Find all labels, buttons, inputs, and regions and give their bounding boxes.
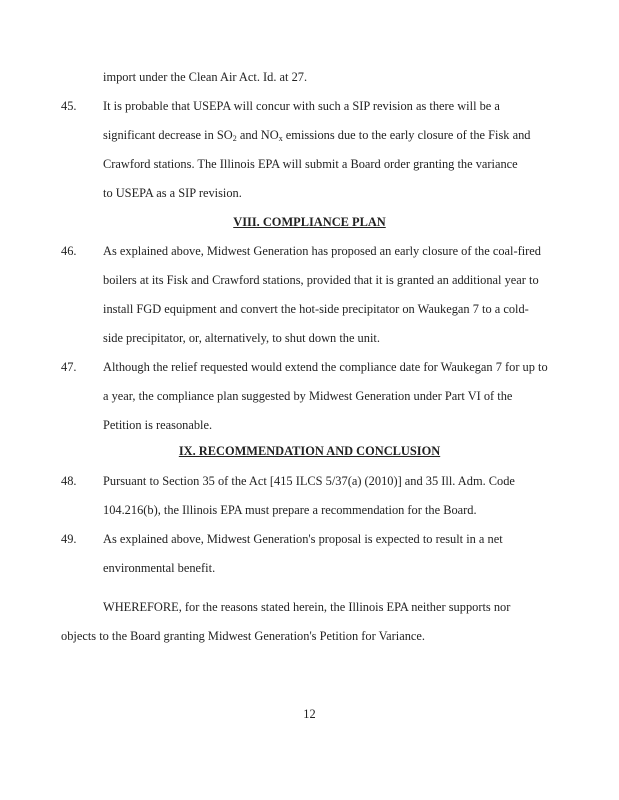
para-46-line: install FGD equipment and convert the hot-side precipitator on Waukegan 7 to a cold- bbox=[103, 302, 529, 316]
para-45-line: to USEPA as a SIP revision. bbox=[103, 186, 242, 200]
page-number: 12 bbox=[303, 707, 316, 721]
para-49-number: 49. bbox=[61, 532, 77, 546]
para-48-line: Pursuant to Section 35 of the Act [415 ILCS 5/37(a) (2010)] and 35 Ill. Adm. Code bbox=[103, 474, 515, 488]
para-47-number: 47. bbox=[61, 360, 77, 374]
para-46-line: As explained above, Midwest Generation has proposed an early closure of the coal-fired bbox=[103, 244, 541, 258]
wherefore-line: WHEREFORE, for the reasons stated herein, the Illinois EPA neither supports nor bbox=[103, 600, 511, 614]
para-45-line: It is probable that USEPA will concur with such a SIP revision as there will be a bbox=[103, 99, 500, 113]
para-45-line: Crawford stations. The Illinois EPA will submit a Board order granting the variance bbox=[103, 157, 518, 171]
section-heading-recommendation: IX. RECOMMENDATION AND CONCLUSION bbox=[178, 444, 441, 458]
para-48-line: 104.216(b), the Illinois EPA must prepare a recommendation for the Board. bbox=[103, 503, 477, 517]
continuation-line: import under the Clean Air Act. Id. at 27. bbox=[103, 70, 308, 84]
para-49-line: As explained above, Midwest Generation's proposal is expected to result in a net bbox=[103, 532, 503, 546]
para-46-line: side precipitator, or, alternatively, to shut down the unit. bbox=[103, 331, 380, 345]
section-heading-compliance-plan: VIII. COMPLIANCE PLAN bbox=[233, 215, 386, 229]
para-45-number: 45. bbox=[61, 99, 77, 113]
para-47-line: a year, the compliance plan suggested by Midwest Generation under Part VI of the bbox=[103, 389, 513, 403]
para-48-number: 48. bbox=[61, 474, 77, 488]
para-49-line: environmental benefit. bbox=[103, 561, 216, 575]
para-47-line: Although the relief requested would extend the compliance date for Waukegan 7 for up to bbox=[103, 360, 548, 374]
para-45-line: significant decrease in $SO_2$ and $NO_x$ emissions due to the early closure of the Fisk and bbox=[103, 128, 531, 143]
wherefore-line: objects to the Board granting Midwest Generation's Petition for Variance. bbox=[61, 629, 425, 643]
para-46-number: 46. bbox=[61, 244, 77, 258]
para-47-line: Petition is reasonable. bbox=[103, 418, 213, 432]
para-46-line: boilers at its Fisk and Crawford stations, provided that it is granted an additional year to bbox=[103, 273, 539, 287]
